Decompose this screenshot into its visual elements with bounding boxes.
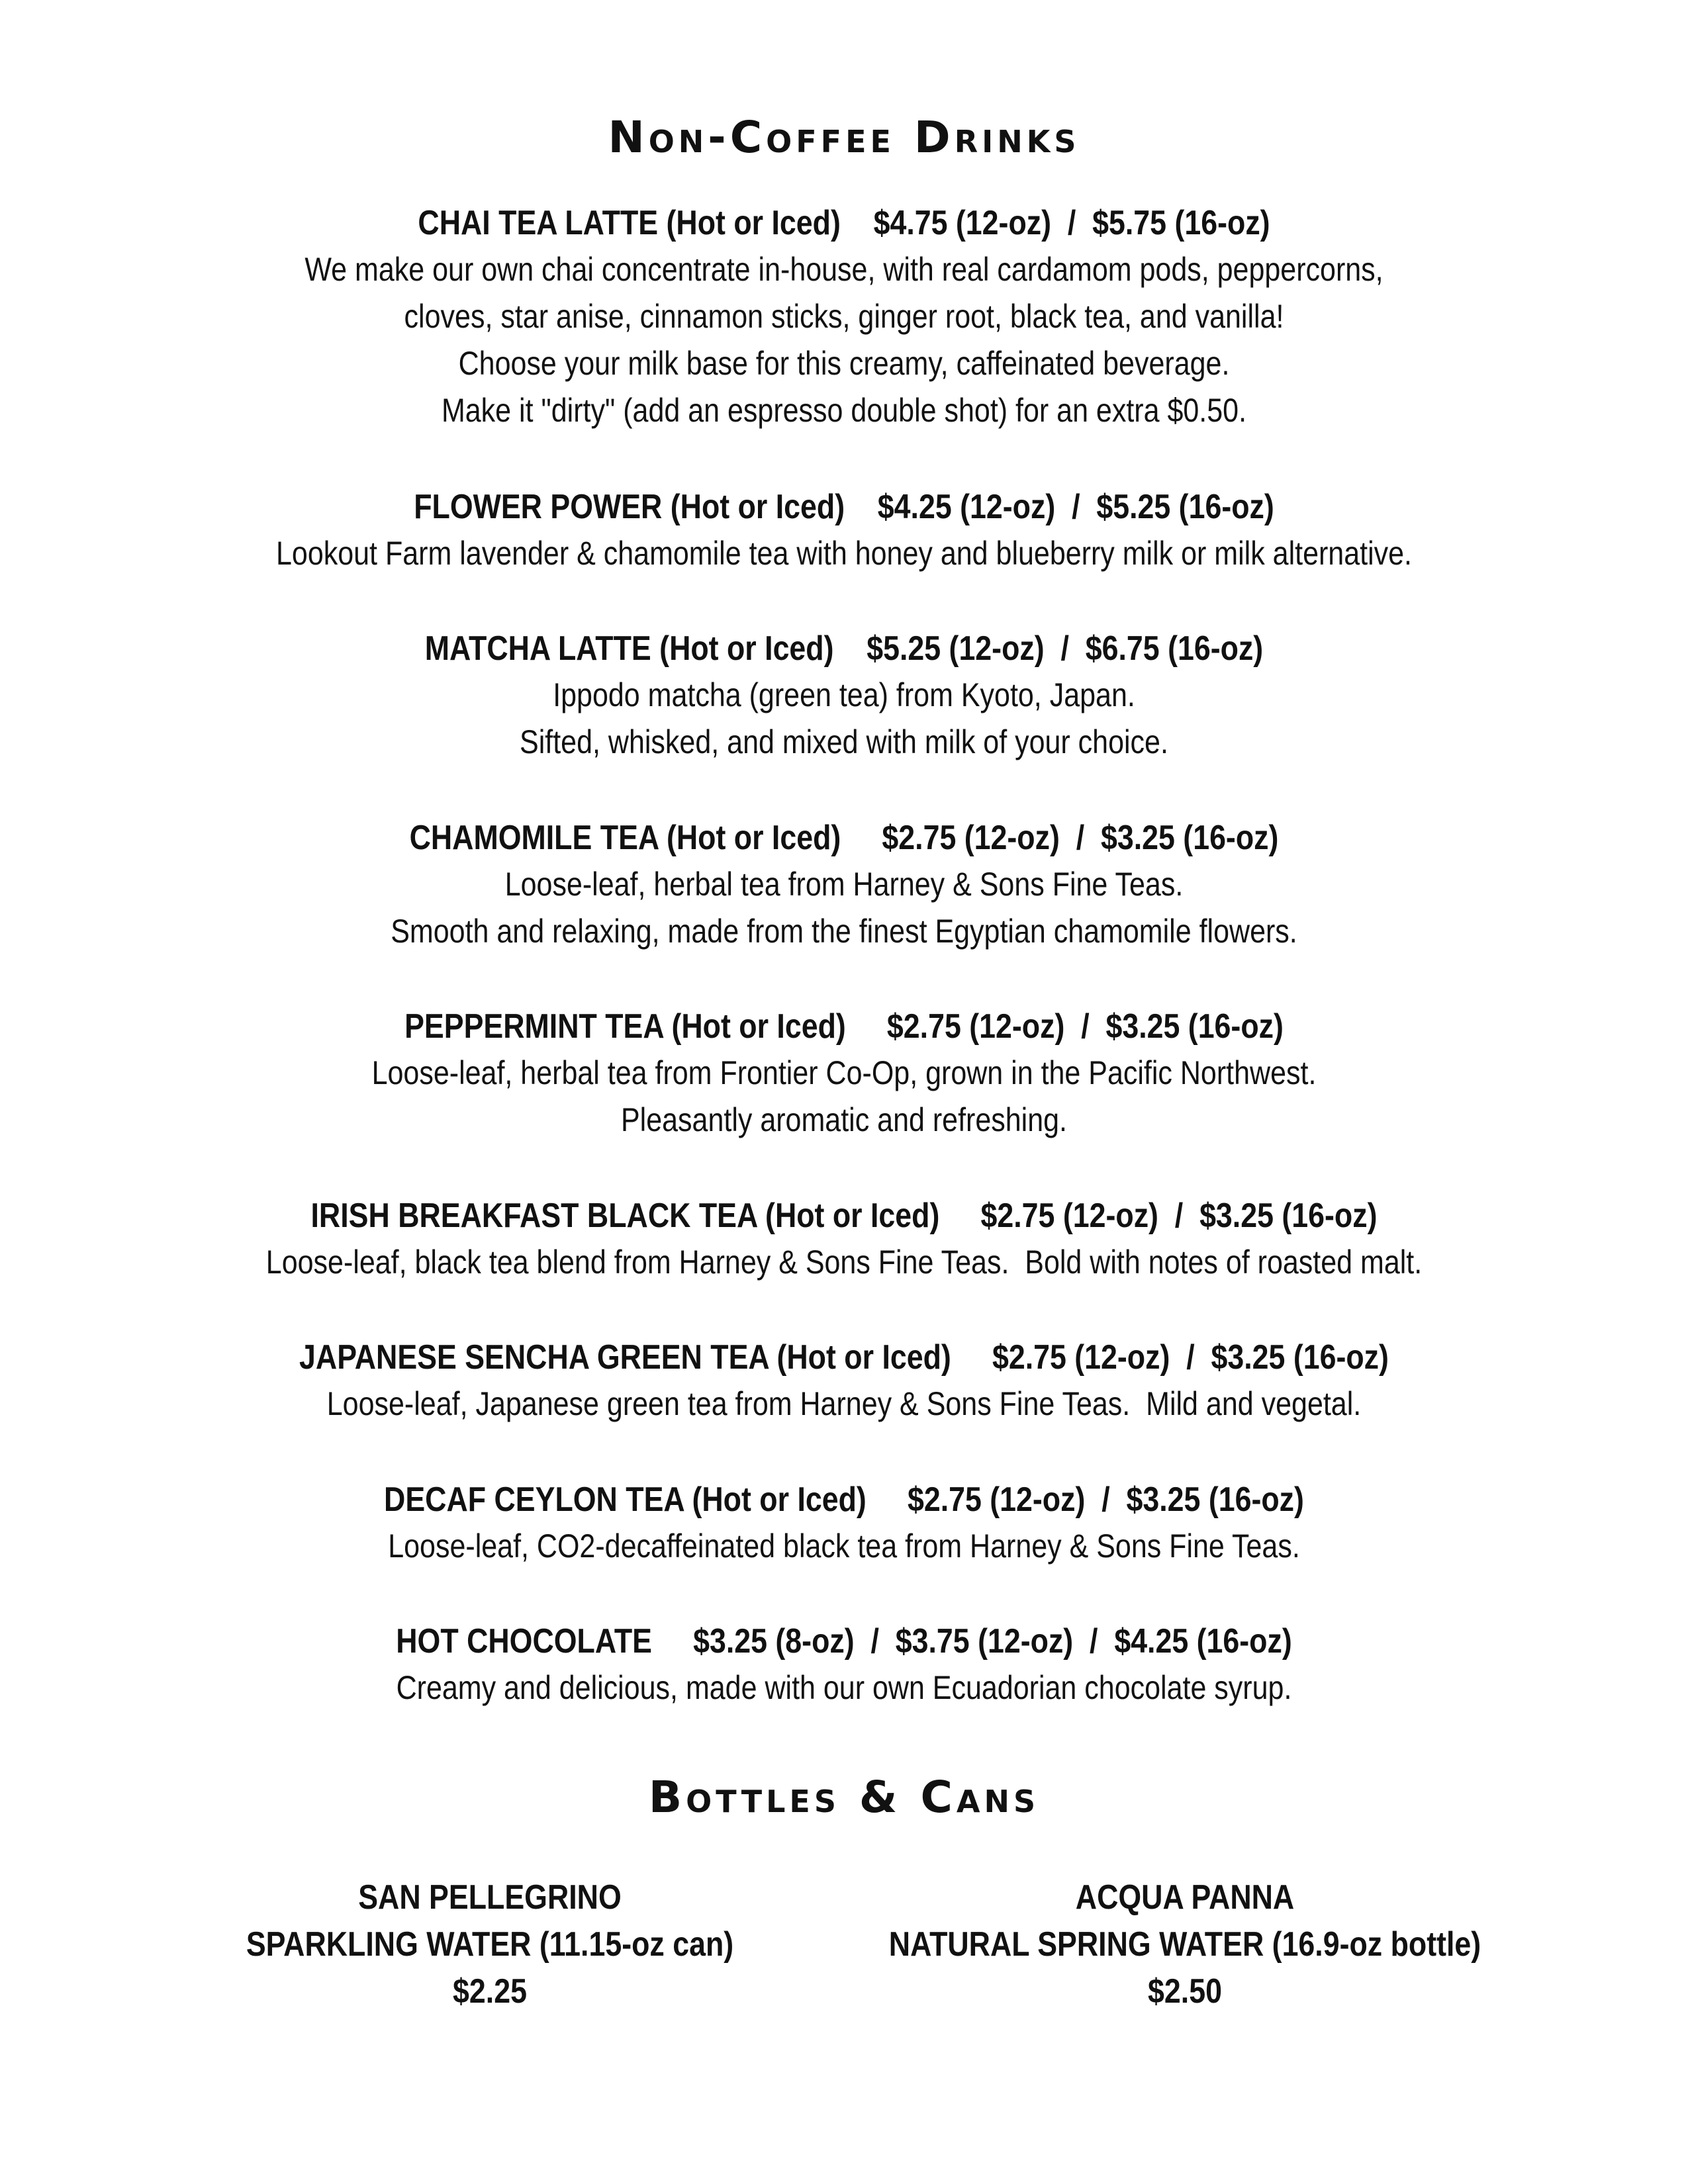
description-line: Choose your milk base for this creamy, caffeinated beverage. [458, 345, 1230, 382]
menu-item-description [118, 1664, 1570, 1711]
menu-item-chai-tea-latte [0, 200, 1688, 434]
description-line: Ippodo matcha (green tea) from Kyoto, Japan. [553, 676, 1135, 713]
menu-item-flower-power [0, 484, 1688, 577]
description-line: Loose-leaf, herbal tea from Frontier Co-Op, grown in the Pacific Northwest. [371, 1054, 1317, 1091]
menu-item-description [118, 246, 1570, 434]
description-line: Smooth and relaxing, made from the finest Egyptian chamomile flowers. [391, 913, 1297, 950]
menu-item-header: CHAI TEA LATTE (Hot or Iced) $4.75 (12-oz) / $5.75 (16-oz) [418, 204, 1270, 242]
menu-item-peppermint-tea [0, 1003, 1688, 1144]
bottles-and-cans-title: Bottles & Cans [648, 1772, 1040, 1823]
menu-item-matcha-latte [0, 625, 1688, 766]
menu-item-decaf-ceylon-tea [0, 1477, 1688, 1570]
menu-item-description [118, 672, 1570, 766]
menu-item-header: FLOWER POWER (Hot or Iced) $4.25 (12-oz) / $5.25 (16-oz) [414, 488, 1274, 526]
menu-item-header: PEPPERMINT TEA (Hot or Iced) $2.75 (12-oz) / $3.25 (16-oz) [404, 1007, 1284, 1046]
menu-item-chamomile-tea [0, 815, 1688, 955]
bottle-detail: NATURAL SPRING WATER (16.9-oz bottle) [888, 1925, 1481, 1964]
non-coffee-drinks-title: Non-Coffee Drinks [608, 112, 1080, 163]
description-line: We make our own chai concentrate in-house, with real cardamom pods, peppercorns, [305, 251, 1383, 288]
menu-item-description [118, 1050, 1570, 1144]
menu-item-description [118, 1523, 1570, 1570]
description-line: Make it "dirty" (add an espresso double shot) for an extra $0.50. [441, 392, 1247, 429]
bottle-name: ACQUA PANNA [1075, 1878, 1295, 1917]
menu-item-header: IRISH BREAKFAST BLACK TEA (Hot or Iced) $2.75 (12-oz) / $3.25 (16-oz) [310, 1197, 1378, 1235]
description-line: cloves, star anise, cinnamon sticks, ginger root, black tea, and vanilla! [404, 298, 1284, 335]
menu-item-header: CHAMOMILE TEA (Hot or Iced) $2.75 (12-oz) / $3.25 (16-oz) [409, 819, 1279, 857]
bottle-detail: SPARKLING WATER (11.15-oz can) [246, 1925, 734, 1964]
description-line: Sifted, whisked, and mixed with milk of your choice. [520, 723, 1168, 760]
menu-item-header: JAPANESE SENCHA GREEN TEA (Hot or Iced) $2.75 (12-oz) / $3.25 (16-oz) [299, 1338, 1389, 1377]
description-line: Loose-leaf, Japanese green tea from Harney & Sons Fine Teas. Mild and vegetal. [326, 1385, 1362, 1422]
menu-item-header: DECAF CEYLON TEA (Hot or Iced) $2.75 (12-oz) / $3.25 (16-oz) [384, 1480, 1304, 1519]
description-line: Loose-leaf, black tea blend from Harney & Sons Fine Teas. Bold with notes of roasted malt. [265, 1244, 1423, 1281]
bottle-item-acqua-panna [781, 1874, 1589, 2015]
menu-item-description [118, 530, 1570, 577]
description-line: Loose-leaf, herbal tea from Harney & Sons Fine Teas. [504, 866, 1184, 903]
description-line: Pleasantly aromatic and refreshing. [620, 1101, 1068, 1138]
description-line: Loose-leaf, CO2-decaffeinated black tea from Harney & Sons Fine Teas. [388, 1527, 1300, 1565]
bottle-name: SAN PELLEGRINO [358, 1878, 622, 1917]
menu-item-header: HOT CHOCOLATE $3.25 (8-oz) / $3.75 (12-oz) / $4.25 (16-oz) [396, 1622, 1292, 1661]
bottle-price: $2.50 [1148, 1972, 1222, 2011]
menu-item-description [118, 861, 1570, 955]
menu-item-description [118, 1239, 1570, 1286]
description-line: Lookout Farm lavender & chamomile tea with honey and blueberry milk or milk alternative. [275, 535, 1413, 572]
menu-item-irish-breakfast-tea [0, 1193, 1688, 1286]
bottle-price: $2.25 [453, 1972, 527, 2011]
menu-item-header: MATCHA LATTE (Hot or Iced) $5.25 (12-oz) / $6.75 (16-oz) [424, 629, 1264, 668]
menu-item-hot-chocolate [0, 1618, 1688, 1711]
description-line: Creamy and delicious, made with our own Ecuadorian chocolate syrup. [396, 1669, 1292, 1706]
menu-item-japanese-sencha-tea [0, 1334, 1688, 1428]
menu-item-description [118, 1381, 1570, 1428]
